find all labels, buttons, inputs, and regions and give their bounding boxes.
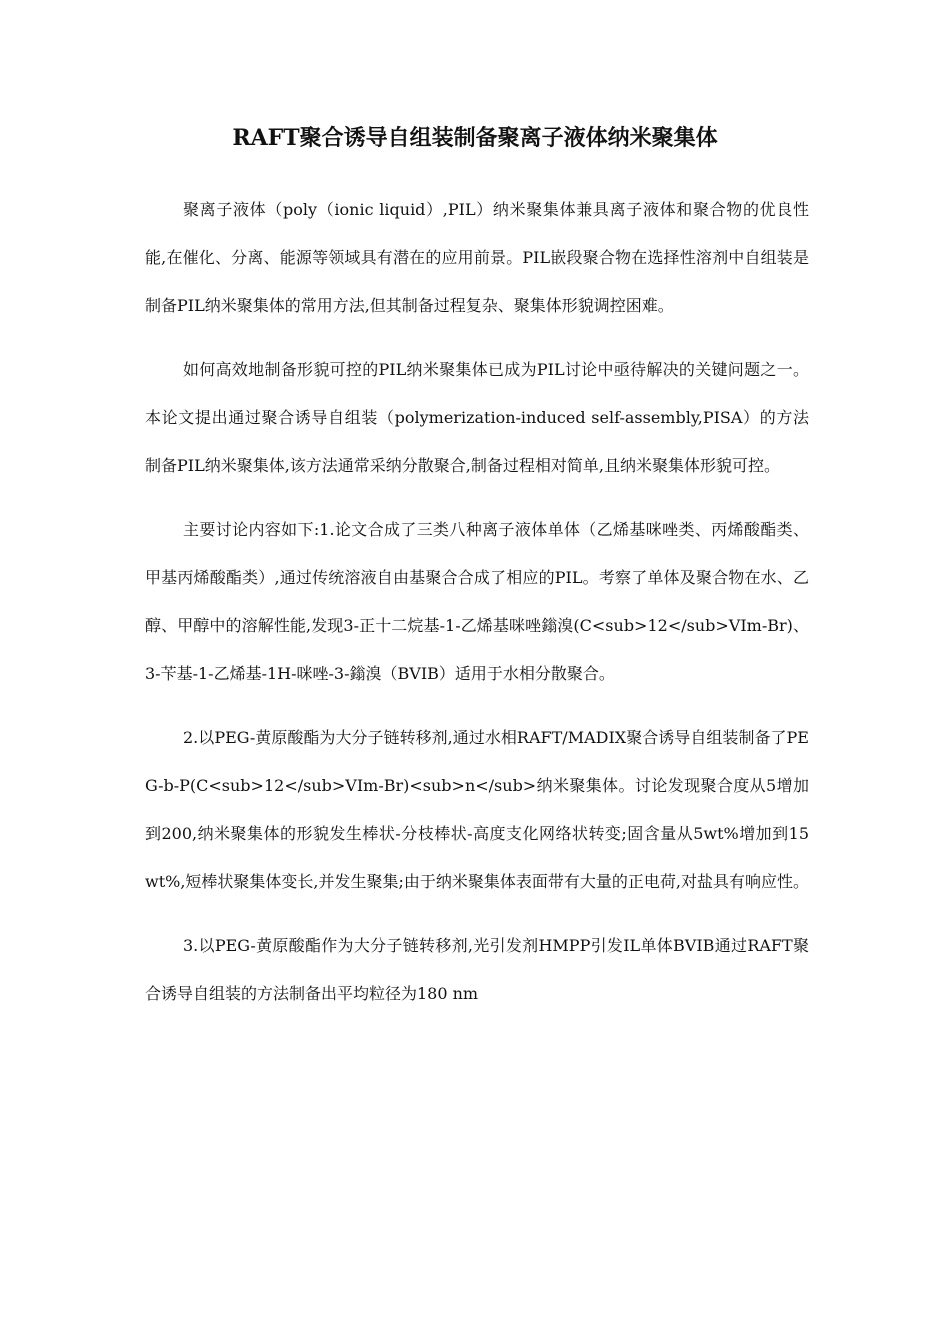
paragraph-4: 2.以PEG-黄原酸酯为大分子链转移剂,通过水相RAFT/MADIX聚合诱导自组装制备了PEG-b-P(C<sub>12</sub>VIm-Br)<sub>n</sub>纳米聚集体。讨论发现聚合度从5增加到200,纳米聚集体的形貌发生棒状-分枝棒状-高度支化网络状转变;固含量从5wt%增加到15 wt%,短棒状聚集体变长,并发生聚集;由于纳米聚集体表面带有大量的正电荷,对盐具有响应性。 — [145, 728, 809, 891]
paragraph-3: 主要讨论内容如下:1.论文合成了三类八种离子液体单体（乙烯基咪唑类、丙烯酸酯类、甲基丙烯酸酯类）,通过传统溶液自由基聚合合成了相应的PIL。考察了单体及聚合物在水、乙醇、甲醇中的溶解性能,发现3-正十二烷基-1-乙烯基咪唑鎓溴(C<sub>12</sub>VIm-Br)、3-苄基-1-乙烯基-1H-咪唑-3-鎓溴（BVIB）适用于水相分散聚合。 — [145, 520, 809, 683]
document-body — [145, 186, 809, 1034]
document-title: RAFT聚合诱导自组装制备聚离子液体纳米聚集体 — [232, 125, 718, 151]
paragraph-5: 3.以PEG-黄原酸酯作为大分子链转移剂,光引发剂HMPP引发IL单体BVIB通过RAFT聚合诱导自组装的方法制备出平均粒径为180 nm — [145, 936, 809, 1003]
paragraph-1: 聚离子液体（poly（ionic liquid）,PIL）纳米聚集体兼具离子液体和聚合物的优良性能,在催化、分离、能源等领域具有潜在的应用前景。PIL嵌段聚合物在选择性溶剂中自组装是制备PIL纳米聚集体的常用方法,但其制备过程复杂、聚集体形貌调控困难。 — [145, 200, 809, 315]
paragraph-2: 如何高效地制备形貌可控的PIL纳米聚集体已成为PIL讨论中亟待解决的关键问题之一。本论文提出通过聚合诱导自组装（polymerization-induced self-assembly,PISA）的方法制备PIL纳米聚集体,该方法通常采纳分散聚合,制备过程相对简单,且纳米聚集体形貌可控。 — [145, 360, 809, 475]
